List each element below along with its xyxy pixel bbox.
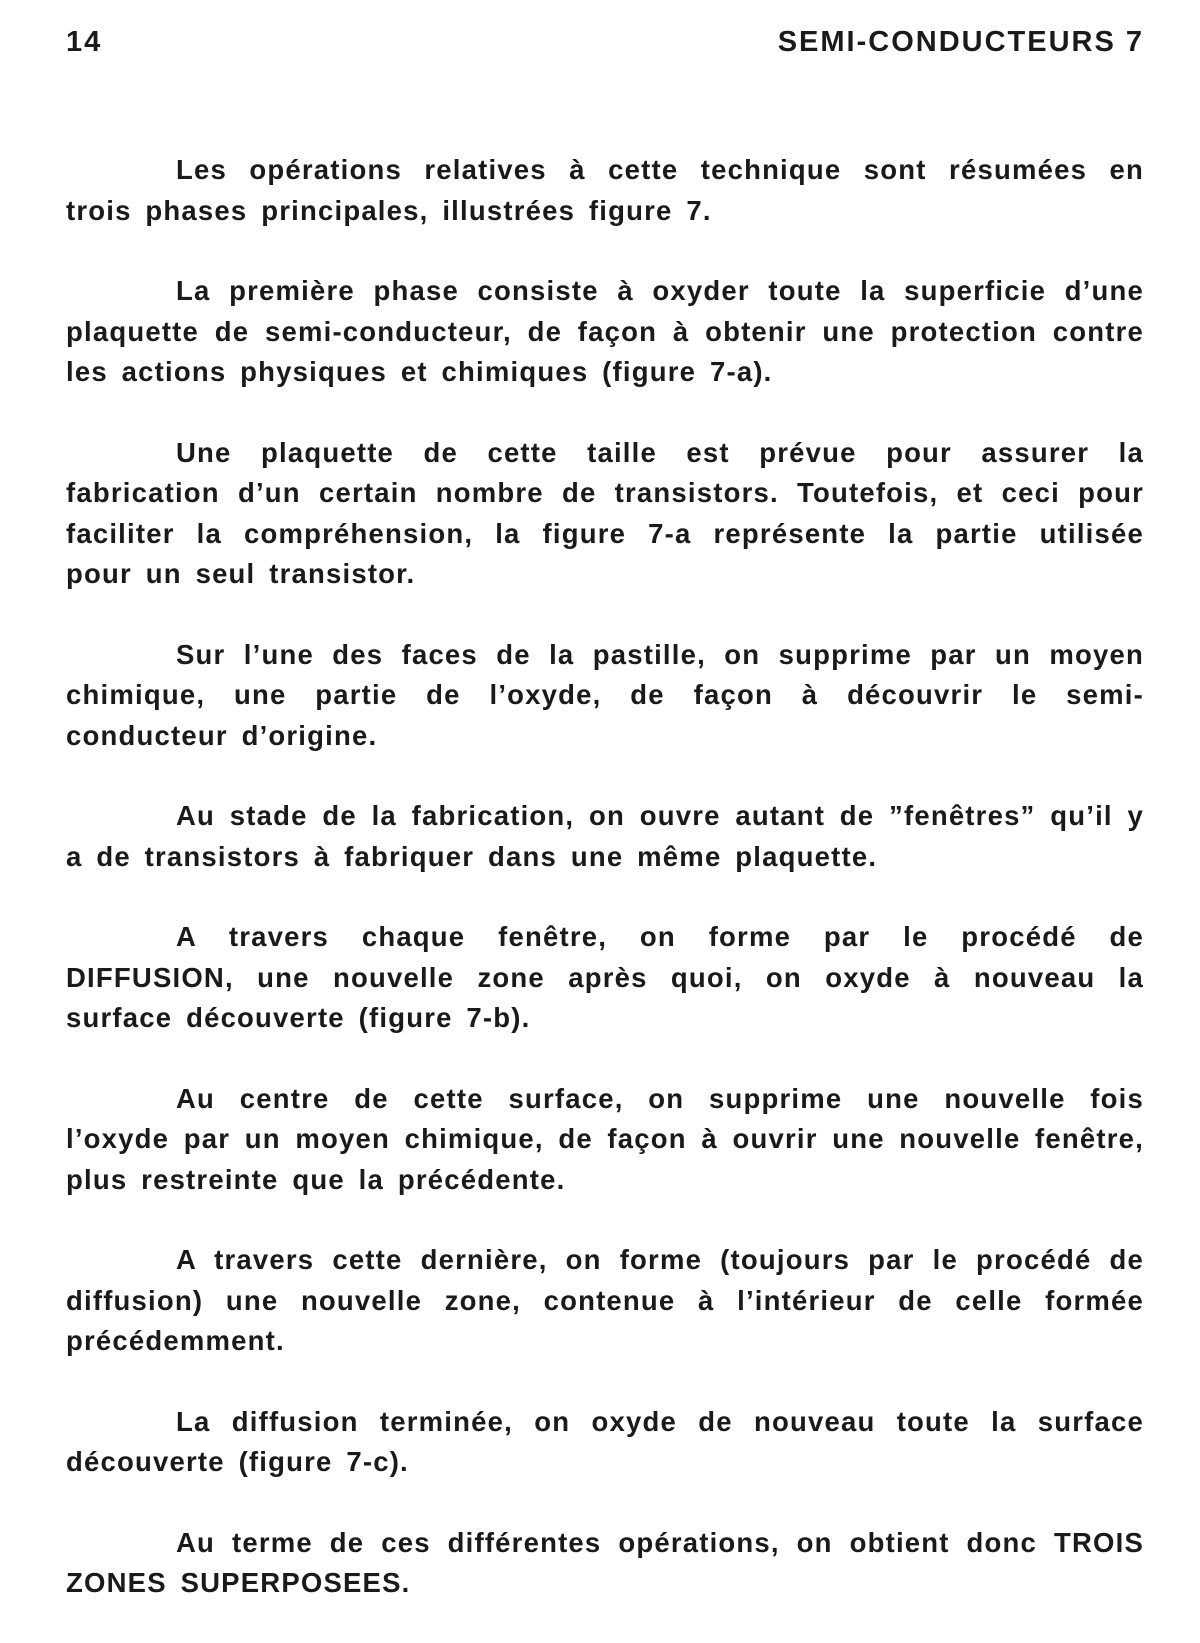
page-number: 14 — [66, 25, 103, 58]
paragraph-second-diffusion: A travers cette dernière, on forme (toujours par le procédé de diffusion) une nouvelle zone, contenue à l’intérieur de celle formée précédemment. — [66, 1244, 1144, 1356]
page-header — [66, 22, 1144, 62]
paragraph-oxide-removal: Sur l’une des faces de la pastille, on supprime par un moyen chimique, une partie de l’oxyde, de façon à découvrir le semi-conducteur d’origine. — [66, 638, 1144, 751]
paragraph-second-window: Au centre de cette surface, on supprime une nouvelle fois l’oxyde par un moyen chimique, de façon à ouvrir une nouvelle fenêtre, plus restreinte que la précédente. — [66, 1082, 1144, 1195]
paragraph-diffusion: A travers chaque fenêtre, on forme par le procédé de DIFFUSION, une nouvelle zone après quoi, on oxyde à nouveau la surface découverte (figure 7-b). — [66, 921, 1144, 1033]
paragraph-final-oxidation: La diffusion terminée, on oxyde de nouveau toute la surface découverte (figure 7-c). — [66, 1405, 1144, 1477]
paragraph-wafer-size: Une plaquette de cette taille est prévue pour assurer la fabrication d’un certain nombre de transistors. Toutefois, et ceci pour faciliter la compréhension, la figure 7-a représente la partie utilisée pour un seul transistor. — [66, 436, 1144, 589]
paragraph-windows: Au stade de la fabrication, on ouvre autant de ”fenêtres” qu’il y a de transistors à fabriquer dans une même plaquette. — [66, 800, 1144, 872]
paragraph-intro: Les opérations relatives à cette technique sont résumées en trois phases principales, illustrées figure 7. — [66, 154, 1144, 226]
body-text — [66, 150, 1144, 1604]
running-title: SEMI-CONDUCTEURS 7 — [777, 25, 1144, 58]
paragraph-conclusion: Au terme de ces différentes opérations, on obtient donc TROIS ZONES SUPERPOSEES. — [66, 1526, 1144, 1598]
paragraph-first-phase: La première phase consiste à oxyder toute la superficie d’une plaquette de semi-conducteur, de façon à obtenir une protection contre les actions physiques et chimiques (figure 7-a). — [66, 275, 1144, 387]
